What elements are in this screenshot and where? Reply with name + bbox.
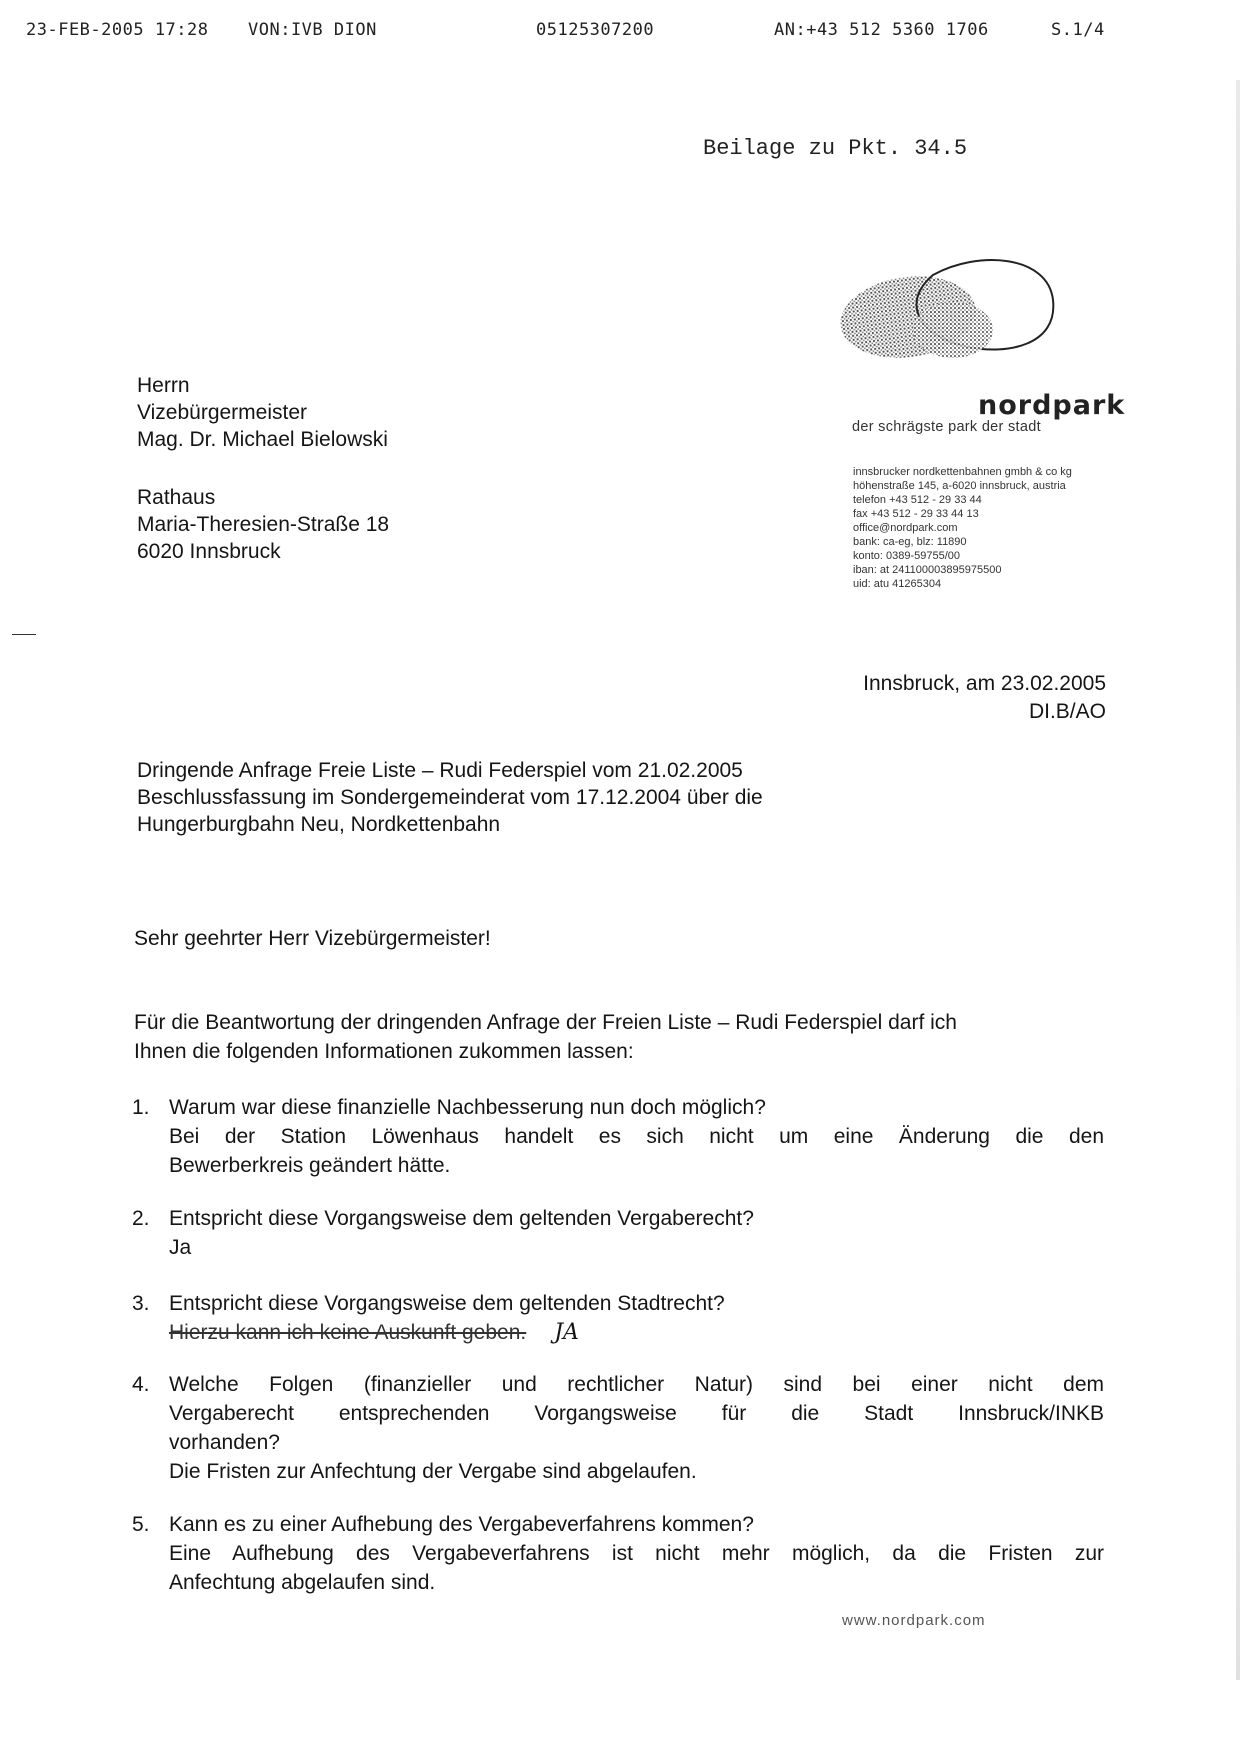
company-line: höhenstraße 145, a-6020 innsbruck, austria <box>853 480 1066 492</box>
subject-line: Dringende Anfrage Freie Liste – Rudi Federspiel vom 21.02.2005 <box>137 759 743 782</box>
question-number: 2. <box>132 1207 150 1230</box>
question-item <box>132 1204 1104 1262</box>
company-line: fax +43 512 - 29 33 44 13 <box>853 508 979 520</box>
question-item <box>132 1093 1104 1180</box>
company-line: konto: 0389-59755/00 <box>853 550 961 562</box>
subject-line: Hungerburgbahn Neu, Nordkettenbahn <box>137 813 501 836</box>
question-text: Welche Folgen (finanzieller und rechtlicher Natur) sind bei einer nicht dem <box>169 1373 1104 1396</box>
fax-header <box>26 20 1214 44</box>
intro-paragraph <box>134 1008 1104 1066</box>
company-line: office@nordpark.com <box>853 522 958 534</box>
date-line: Innsbruck, am 23.02.2005 <box>863 672 1106 695</box>
brand-name: nordpark <box>978 390 1126 421</box>
fax-recipient: AN:+43 512 5360 1706 <box>774 20 989 40</box>
handwritten-answer: JA <box>554 1320 579 1345</box>
scan-edge-shading <box>1236 80 1240 1680</box>
answer-text: Bewerberkreis geändert hätte. <box>169 1154 451 1177</box>
recipient-name-block <box>137 372 388 453</box>
date-block <box>863 670 1106 726</box>
fold-mark <box>12 634 36 635</box>
fax-sender: VON:IVB DION <box>248 20 377 40</box>
recipient-address-block <box>137 484 389 565</box>
recipient-line: Vizebürgermeister <box>137 401 308 424</box>
question-number: 3. <box>132 1292 150 1315</box>
reference-code: DI.B/AO <box>1028 700 1106 723</box>
answer-text: Eine Aufhebung des Vergabeverfahrens ist nicht mehr möglich, da die Fristen zur <box>169 1542 1104 1565</box>
subject-block <box>137 757 763 838</box>
question-number: 1. <box>132 1096 150 1119</box>
question-number: 5. <box>132 1513 150 1536</box>
question-item <box>132 1510 1104 1597</box>
company-line: iban: at 241100003895975500 <box>853 564 1002 576</box>
question-number: 4. <box>132 1373 150 1396</box>
address-line: 6020 Innsbruck <box>137 540 281 563</box>
struck-answer-text: Hierzu kann ich keine Auskunft geben. <box>169 1321 527 1344</box>
address-line: Maria-Theresien-Straße 18 <box>137 513 390 536</box>
fax-page-number: S.1/4 <box>1051 20 1105 40</box>
fax-datetime: 23-FEB-2005 17:28 <box>26 20 209 40</box>
subject-line: Beschlussfassung im Sondergemeinderat vom 17.12.2004 über die <box>137 786 763 809</box>
company-line: innsbrucker nordkettenbahnen gmbh & co kg <box>853 466 1072 478</box>
answer-text: Die Fristen zur Anfechtung der Vergabe sind abgelaufen. <box>169 1460 697 1483</box>
question-text: Vergaberecht entsprechenden Vorgangsweise für die Stadt Innsbruck/INKB <box>169 1402 1104 1425</box>
recipient-line: Herrn <box>137 374 190 397</box>
recipient-line: Mag. Dr. Michael Bielowski <box>137 428 388 451</box>
question-text: Entspricht diese Vorgangsweise dem geltenden Vergaberecht? <box>169 1207 754 1230</box>
address-line: Rathaus <box>137 486 216 509</box>
fax-number: 05125307200 <box>536 20 655 40</box>
footer-website: www.nordpark.com <box>842 1612 986 1629</box>
company-details <box>853 465 1153 591</box>
answer-text: Ja <box>169 1236 192 1259</box>
brand-tagline: der schrägste park der stadt <box>852 419 1041 435</box>
question-text: Entspricht diese Vorgangsweise dem geltenden Stadtrecht? <box>169 1292 725 1315</box>
company-line: bank: ca-eg, blz: 11890 <box>853 536 967 548</box>
answer-text: Anfechtung abgelaufen sind. <box>169 1571 436 1594</box>
intro-line: Ihnen die folgenden Informationen zukommen lassen: <box>134 1040 634 1063</box>
question-text: Warum war diese finanzielle Nachbesserung nun doch möglich? <box>169 1096 766 1119</box>
question-text: Kann es zu einer Aufhebung des Vergabeverfahrens kommen? <box>169 1513 754 1536</box>
question-item <box>132 1289 1104 1347</box>
salutation: Sehr geehrter Herr Vizebürgermeister! <box>134 927 491 950</box>
company-line: uid: atu 41265304 <box>853 578 942 590</box>
nordpark-logo-icon <box>838 255 1158 395</box>
question-text: vorhanden? <box>169 1431 280 1454</box>
question-item <box>132 1370 1104 1486</box>
intro-line: Für die Beantwortung der dringenden Anfrage der Freien Liste – Rudi Federspiel darf ich <box>134 1011 957 1034</box>
attachment-note: Beilage zu Pkt. 34.5 <box>703 136 968 161</box>
company-line: telefon +43 512 - 29 33 44 <box>853 494 982 506</box>
answer-text: Bei der Station Löwenhaus handelt es sich nicht um eine Änderung die den <box>169 1125 1104 1148</box>
